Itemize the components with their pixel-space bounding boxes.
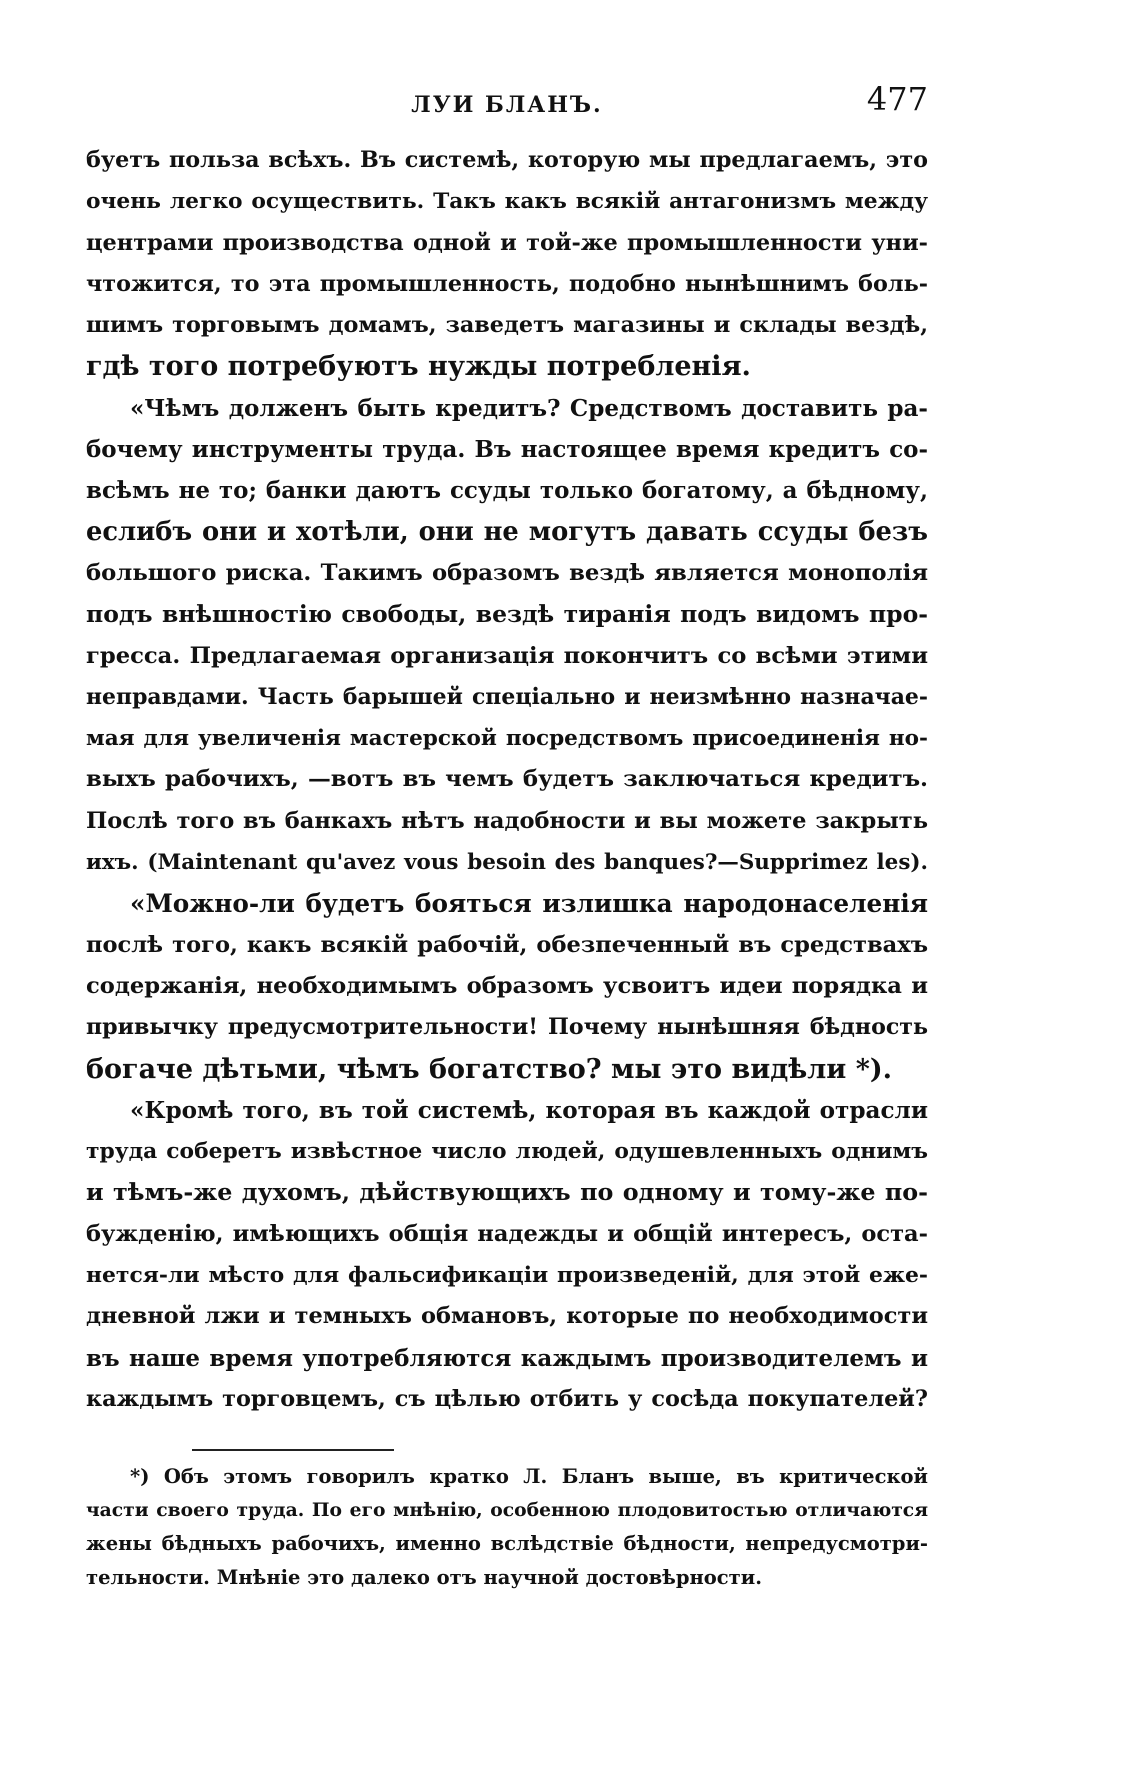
- text-line: центрами производства одной и той-же промышленности уни-: [86, 229, 928, 256]
- page-number: 477: [866, 80, 928, 118]
- text-line: бочему инструменты труда. Въ настоящее время кредитъ со-: [86, 436, 928, 464]
- text-line: богаче дѣтьми, чѣмъ богатство? мы это видѣли *).: [86, 1053, 892, 1085]
- footnote-divider: [192, 1449, 394, 1451]
- text-line: очень легко осуществить. Такъ какъ всякій антагонизмъ между: [86, 189, 928, 215]
- text-line: каждымъ торговцемъ, съ цѣлью отбить у сосѣда покупателей?: [86, 1385, 928, 1412]
- text-line: шимъ торговымъ домамъ, заведетъ магазины и склады вездѣ,: [86, 312, 928, 339]
- text-line: «Можно-ли будетъ бояться излишка народонаселенія: [130, 889, 928, 919]
- text-line: содержанія, необходимымъ образомъ усвоитъ идеи порядка и: [86, 972, 928, 999]
- text-line: и тѣмъ-же духомъ, дѣйствующихъ по одному и тому-же по-: [86, 1178, 928, 1207]
- text-line: чтожится, то эта промышленность, подобно нынѣшнимъ боль-: [86, 270, 928, 297]
- text-line: подъ внѣшностію свободы, вездѣ тиранія подъ видомъ про-: [86, 600, 928, 629]
- text-line: неправдами. Часть барышей спеціально и неизмѣнно назначае-: [86, 683, 928, 710]
- text-line: «Кромѣ того, въ той системѣ, которая въ каждой отрасли: [130, 1096, 928, 1124]
- running-head: [86, 78, 928, 128]
- text-line: бужденію, имѣющихъ общія надежды и общій интересъ, оста-: [86, 1220, 928, 1247]
- text-line: мая для увеличенія мастерской посредствомъ присоединенія но-: [86, 726, 928, 752]
- text-line: еслибъ они и хотѣли, они не могутъ давать ссуды безъ: [86, 516, 928, 547]
- text-line: буетъ польза всѣхъ. Въ системѣ, которую мы предлагаемъ, это: [86, 147, 928, 173]
- text-line: Послѣ того въ банкахъ нѣтъ надобности и вы можете закрыть: [86, 807, 928, 834]
- text-line: послѣ того, какъ всякій рабочій, обезпеченный въ средствахъ: [86, 931, 928, 958]
- footnote-line: тельности. Мнѣніе это далеко отъ научной достовѣрности.: [86, 1565, 762, 1589]
- running-title: ЛУИ БЛАНЪ.: [411, 92, 603, 118]
- text-line: ихъ. (Maintenant qu'avez vous besoin des banques?—Supprimez les).: [86, 850, 928, 876]
- text-line: гресса. Предлагаемая организація покончитъ со всѣми этими: [86, 642, 928, 669]
- text-line: гдѣ того потребуютъ нужды потребленія.: [86, 351, 751, 383]
- footnote-line: *) Объ этомъ говорилъ кратко Л. Бланъ выше, въ критической: [130, 1465, 928, 1488]
- body-text: [86, 140, 928, 1420]
- text-line: въ наше время употребляются каждымъ производителемъ и: [86, 1344, 928, 1372]
- text-line: привычку предусмотрительности! Почему нынѣшняя бѣдность: [86, 1014, 928, 1041]
- text-line: дневной лжи и темныхъ обмановъ, которые по необходимости: [86, 1303, 928, 1330]
- text-line: выхъ рабочихъ, —вотъ въ чемъ будетъ заключаться кредитъ.: [86, 766, 928, 793]
- text-line: всѣмъ не то; банки даютъ ссуды только богатому, а бѣдному,: [86, 477, 928, 505]
- footnote: [86, 1460, 928, 1594]
- footnote-line: жены бѣдныхъ рабочихъ, именно вслѣдствіе бѣдности, непредусмотри-: [86, 1532, 928, 1555]
- text-line: труда соберетъ извѣстное число людей, одушевленныхъ однимъ: [86, 1139, 928, 1165]
- text-line: большого риска. Такимъ образомъ вездѣ является монополія: [86, 559, 928, 586]
- text-line: нется-ли мѣсто для фальсификаціи произведеній, для этой еже-: [86, 1262, 928, 1289]
- footnote-line: части своего труда. По его мнѣнію, особенною плодовитостью отличаются: [86, 1498, 928, 1521]
- text-line: «Чѣмъ долженъ быть кредитъ? Средствомъ доставить ра-: [130, 394, 928, 422]
